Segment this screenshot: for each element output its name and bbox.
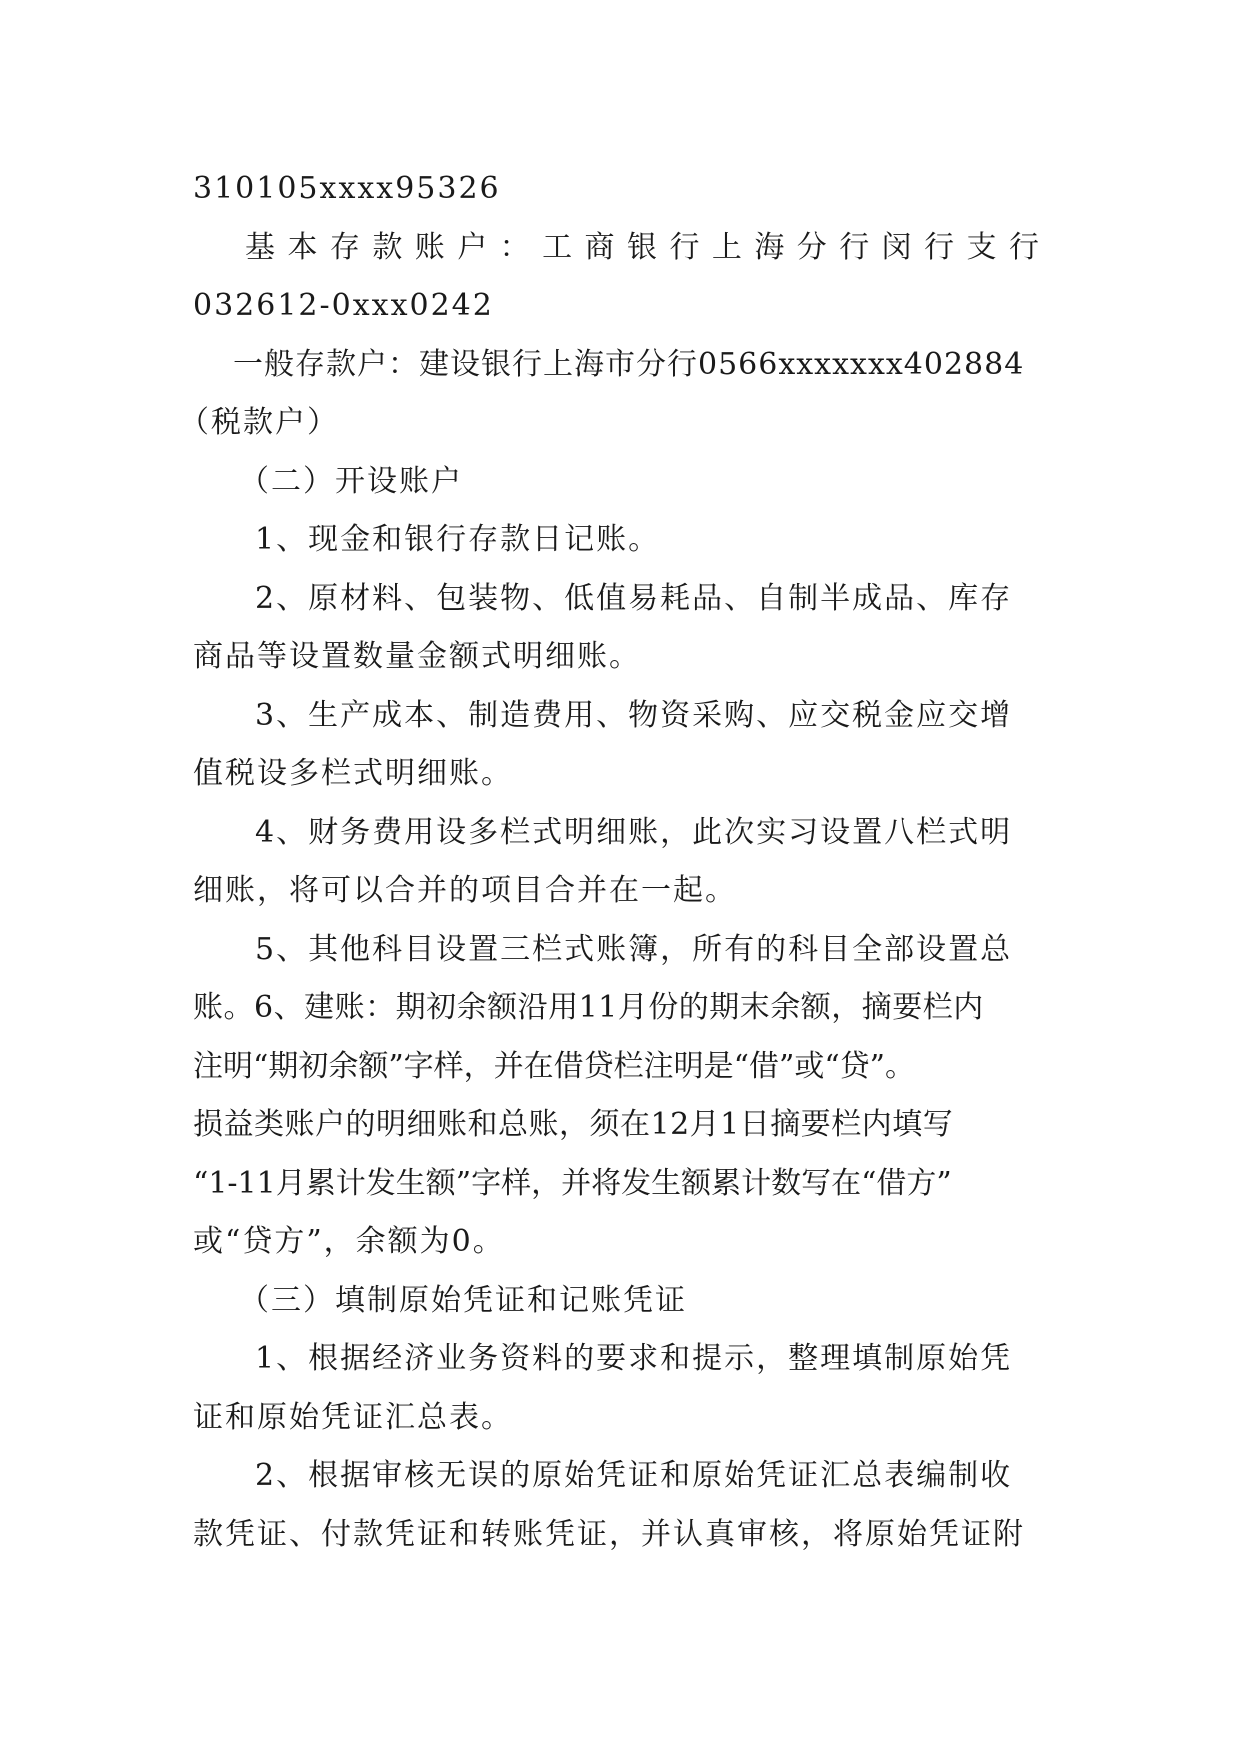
text-line: 1、现金和银行存款日记账。: [255, 522, 661, 557]
text-line: 款凭证、付款凭证和转账凭证，并认真审核，将原始凭证附: [193, 1516, 1025, 1552]
text-line: 值税设多栏式明细账。: [193, 756, 513, 791]
text-line: 或“贷方”，余额为0。: [193, 1224, 505, 1259]
text-line: 1、根据经济业务资料的要求和提示，整理填制原始凭: [255, 1341, 1013, 1376]
text-line: 一般存款户：建设银行上海市分行0566xxxxxxx402884: [233, 346, 1025, 382]
text-line: “1-11月累计发生额”字样，并将发生额累计数写在“借方”: [193, 1165, 952, 1201]
section-heading: （二）开设账户: [239, 463, 463, 499]
text-line: 310105xxxx95326: [193, 171, 501, 206]
text-line: （税款户）: [179, 405, 339, 440]
text-line: 3、生产成本、制造费用、物资采购、应交税金应交增: [255, 697, 1013, 733]
text-line: 损益类账户的明细账和总账，须在12月1日摘要栏内填写: [193, 1107, 954, 1142]
text-line: 细账，将可以合并的项目合并在一起。: [193, 873, 737, 908]
text-line: 注明“期初余额”字样，并在借贷栏注明是“借”或“贷”。: [193, 1048, 916, 1084]
text-line: 032612-0xxx0242: [193, 288, 494, 323]
text-line: 账。6、建账：期初余额沿用11月份的期末余额，摘要栏内: [193, 990, 984, 1025]
text-line: 2、原材料、包装物、低值易耗品、自制半成品、库存: [255, 580, 1013, 616]
text-line: 商品等设置数量金额式明细账。: [193, 639, 641, 674]
text-line: 2、根据审核无误的原始凭证和原始凭证汇总表编制收: [255, 1458, 1013, 1493]
text-line: 4、财务费用设多栏式明细账，此次实习设置八栏式明: [255, 814, 1013, 850]
text-line: 证和原始凭证汇总表。: [193, 1399, 513, 1435]
section-heading: （三）填制原始凭证和记账凭证: [239, 1282, 687, 1318]
body-text: [179, 160, 1049, 1564]
text-line: 5、其他科目设置三栏式账簿，所有的科目全部设置总: [255, 931, 1013, 967]
text-line: 基本存款账户：工商银行上海分行闵行支行: [245, 229, 1049, 265]
